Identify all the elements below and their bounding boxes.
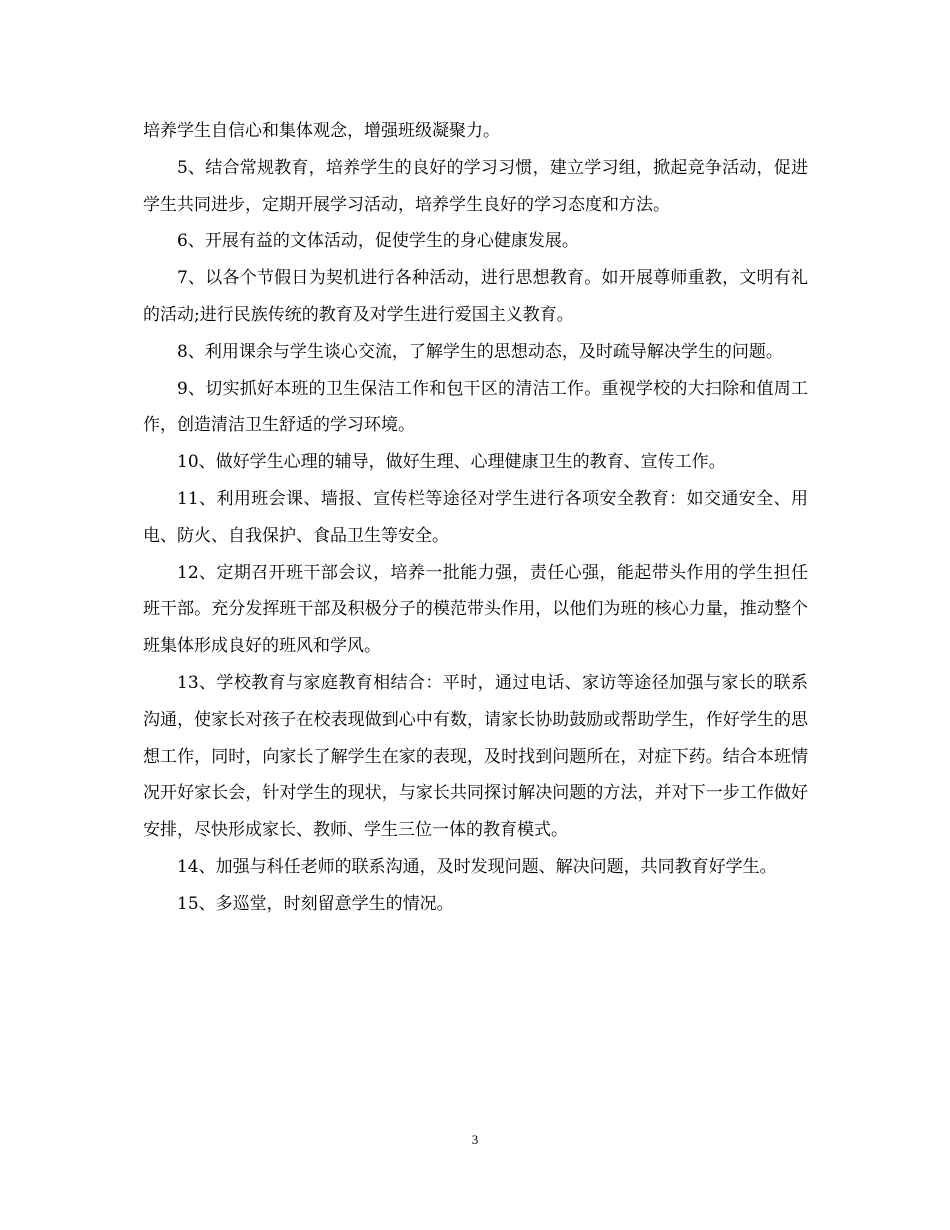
paragraph-item-14: 14、加强与科任老师的联系沟通，及时发现问题、解决问题，共同教育好学生。 <box>177 856 777 877</box>
paragraph-item-5: 5、结合常规教育，培养学生的良好的学习习惯，建立学习组，掀起竞争活动，促进学生共同进步，定期开展学习活动，培养学生良好的学习态度和方法。 <box>143 157 808 215</box>
paragraph-continuation: 培养学生自信心和集体观念，增强班级凝聚力。 <box>143 121 500 141</box>
paragraph-item-11: 11、利用班会课、墙报、宣传栏等途径对学生进行各项安全教育：如交通安全、用电、防火、自我保护、食品卫生等安全。 <box>143 488 808 546</box>
paragraph-item-12: 12、定期召开班干部会议，培养一批能力强，责任心强，能起带头作用的学生担任班干部。充分发挥班干部及积极分子的模范带头作用，以他们为班的核心力量，推动整个班集体形成良好的班风和学风。 <box>143 562 808 657</box>
document-body <box>143 113 808 923</box>
paragraph-item-9: 9、切实抓好本班的卫生保洁工作和包干区的清洁工作。重视学校的大扫除和值周工作，创造清洁卫生舒适的学习环境。 <box>143 378 808 436</box>
paragraph-item-8: 8、利用课余与学生谈心交流，了解学生的思想动态，及时疏导解决学生的问题。 <box>177 341 783 362</box>
paragraph-item-6: 6、开展有益的文体活动，促使学生的身心健康发展。 <box>177 231 579 252</box>
paragraph-item-15: 15、多巡堂，时刻留意学生的情况。 <box>177 893 454 914</box>
paragraph-item-10: 10、做好学生心理的辅导，做好生理、心理健康卫生的教育、宣传工作。 <box>177 452 726 473</box>
paragraph-item-13: 13、学校教育与家庭教育相结合：平时，通过电话、家访等途径加强与家长的联系沟通，使家长对孩子在校表现做到心中有数，请家长协助鼓励或帮助学生，作好学生的思想工作，同时，向家长了解学生在家的表现，及时找到问题所在，对症下药。结合本班情况开好家长会，针对学生的现状，与家长共同探讨解决问题的方法，并对下一步工作做好安排，尽快形成家长、教师、学生三位一体的教育模式。 <box>143 672 808 841</box>
paragraph-item-7: 7、以各个节假日为契机进行各种活动，进行思想教育。如开展尊师重教，文明有礼的活动;进行民族传统的教育及对学生进行爱国主义教育。 <box>143 268 808 325</box>
page-number: 3 <box>471 1132 479 1147</box>
